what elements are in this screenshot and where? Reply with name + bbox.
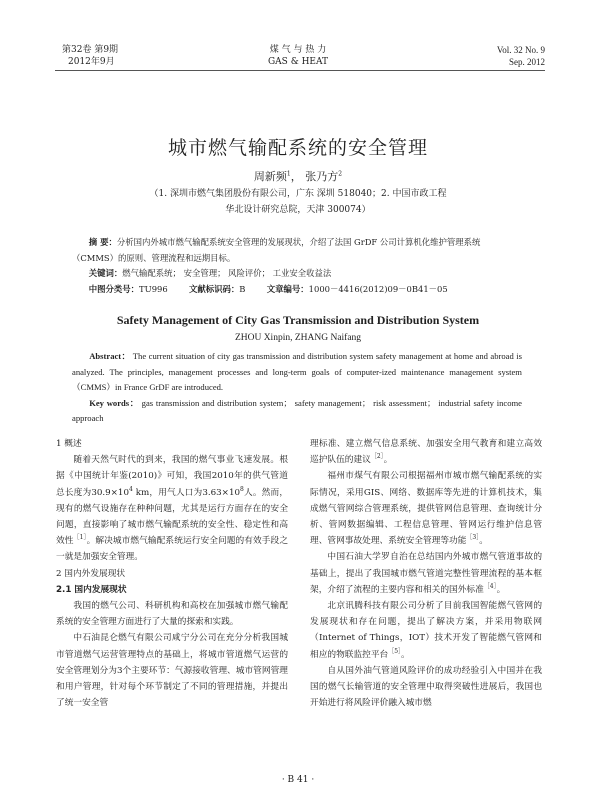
keywords-en-text: gas transmission and distribution system； safety management； risk assessment； industrial safety income approach	[72, 397, 522, 423]
authors	[0, 168, 596, 184]
paragraph-fuzhou	[310, 468, 542, 549]
volume-issue-en: Vol. 32 No. 9	[496, 45, 545, 55]
fuzhou-text: 福州市煤气有限公司根据福州市城市燃气输配系统的实际情况，采用GIS、网络、数据库等先进的计算机技术，集成燃气管网综合管理系统，提供管网信息管理、查询统计分析、管网数据编辑、工程信息管理、管网运行维护信息管理、管网事故处理、系统安全管理等功能	[310, 471, 542, 547]
chinese-abstract	[72, 235, 522, 297]
author-2: 张乃方	[305, 170, 339, 183]
affiliation-line-2: 华北设计研究总院，天津 300074）	[225, 205, 371, 215]
keywords-en	[72, 396, 522, 427]
xunteng-end: 。	[401, 649, 410, 660]
issue-date-en: Sep. 2012	[509, 57, 545, 67]
citation-4: ［4］	[483, 582, 497, 590]
section-1-heading: 1 概述	[56, 439, 82, 449]
keywords-cn-text: 燃气输配系统； 安全管理； 风险评价； 工业安全收益法	[122, 268, 332, 278]
section-2-1-heading: 2.1 国内发展现状	[56, 584, 127, 595]
paragraph-domestic-intro: 我国的燃气公司、科研机构和高校在加强城市燃气输配系统的安全管理方面进行了大量的探索和实践。	[56, 601, 288, 628]
body-column-left	[56, 436, 288, 711]
journal-name-cn: 煤 气 与 热 力	[269, 45, 327, 55]
overview-text-4: 。解决城市燃气输配系统运行安全问题的有效手段之一就是加强安全管理。	[56, 536, 289, 563]
abstract-cn	[72, 235, 522, 266]
upc-text: 中国石油大学罗自治在总结国内外城市燃气管道事故的基础上，提出了我国城市燃气管道完整性管理流程的基本框架，介绍了流程的主要内容和相关的国外标准	[310, 552, 542, 595]
author-1: 周新频	[253, 170, 287, 183]
exponent-4: 4	[129, 485, 133, 493]
clc-label: 中图分类号：	[88, 283, 140, 294]
doc-code-value: B	[239, 283, 246, 294]
paragraph-risk-assessment: 自从国外油气管道风险评价的成功经验引入中国并在我国的燃气长输管道的安全管理中取得突破性进展后，我国也开始进行将风险评价融入城市燃	[310, 665, 542, 709]
keywords-cn	[72, 266, 522, 282]
citation-1: ［1］	[73, 534, 87, 542]
affiliation-line-1: （1. 深圳市燃气集团股份有限公司，广东 深圳 518040；2. 中国市政工程	[149, 189, 447, 199]
article-number-label: 文章编号：	[266, 283, 309, 294]
paragraph-overview	[56, 452, 288, 565]
clc-value: TU996	[139, 283, 168, 294]
abstract-en	[72, 349, 522, 396]
upc-end: 。	[496, 584, 506, 595]
overview-text-1: 随着天然气时代的到来，我国的燃气事业飞速发展。根据《中国统计年鉴(2010)》可知，我国2010年的供气管道总长度为30.9×10	[56, 455, 288, 498]
journal-issue-right	[470, 44, 545, 68]
article-number-value: 1000－4416(2012)09－0B41－05	[308, 283, 448, 294]
paragraph-xunteng	[310, 598, 542, 663]
citation-2: ［2］	[370, 453, 384, 461]
abstract-en-label: Abstract：	[89, 351, 131, 361]
keywords-cn-label: 关键词：	[88, 268, 123, 278]
kunlun-cont-text: 理标准、建立燃气信息系统、加强安全用气教育和建立高效巡护队伍的建议	[310, 439, 542, 466]
exponent-8: 8	[240, 485, 244, 493]
paragraph-kunlun: 中石油昆仑燃气有限公司咸宁分公司在充分分析我国城市管道燃气运营管理特点的基础上，将城市管道燃气运营的安全管理划分为3个主要环节：气源接收管理、城市管网管理和用户管理，针对每个环节制定了不同的管理措施，并提出了统一安全管	[56, 633, 288, 709]
citation-3: ［3］	[466, 534, 480, 542]
paper-title: 城市燃气输配系统的安全管理	[167, 137, 428, 159]
english-abstract	[72, 349, 522, 427]
abstract-en-text: The current situation of city gas transmission and distribution system safety management at home and abroad is analyzed. The principles, management processes and long-term goals of computer-ized maintenance management system（CMMS）in France GrDF are introduced.	[72, 351, 523, 392]
author-2-affil: 2	[338, 170, 343, 178]
citation-5: ［5］	[388, 647, 402, 655]
author-separator: ，	[290, 170, 306, 183]
fuzhou-end: 。	[479, 536, 488, 547]
xunteng-text: 北京讯腾科技有限公司分析了目前我国智能燃气管网的发展现状和存在问题，提出了解决方案，并采用物联网（Internet of Things，IOT）技术开发了智能燃气管网和相应的物联监控平台	[310, 601, 542, 660]
paragraph-upc	[310, 549, 542, 598]
english-authors: ZHOU Xinpin, ZHANG Naifang	[234, 333, 362, 343]
classification-row	[72, 282, 522, 298]
abstract-cn-text: 分析国内外城市燃气输配系统安全管理的发展现状，介绍了法国 GrDF 公司计算机化维护管理系统（CMMS）的原则、管理流程和远期目标。	[72, 237, 481, 263]
affiliations	[0, 186, 596, 218]
section-2-heading: 2 国内外发展现状	[56, 568, 126, 579]
body-column-right	[310, 436, 542, 711]
doc-code-label: 文献标识码：	[189, 283, 240, 294]
page-number: · B 41 ·	[281, 775, 315, 785]
journal-name-en: GAS & HEAT	[267, 57, 329, 67]
author-1-affil: 1	[286, 170, 291, 178]
paragraph-kunlun-cont	[310, 436, 542, 468]
issue-date-cn: 2012年9月	[68, 57, 115, 67]
keywords-en-label: Key words：	[89, 397, 139, 408]
abstract-cn-label: 摘 要：	[88, 237, 117, 247]
overview-text-3: 人。然而，现有的燃气设施存在种种问题，尤其是运行方面存在的安全问题，直接影响了城市燃气输配系统的安全性、稳定性和高效性	[56, 487, 288, 547]
header-rule	[55, 70, 545, 71]
kunlun-cont-end: 。	[383, 455, 393, 466]
overview-text-2: km，用气人口为3.63×10	[132, 487, 241, 498]
volume-issue: 第32卷 第9期	[62, 45, 119, 55]
english-title: Safety Management of City Gas Transmission and Distribution System	[116, 313, 480, 327]
